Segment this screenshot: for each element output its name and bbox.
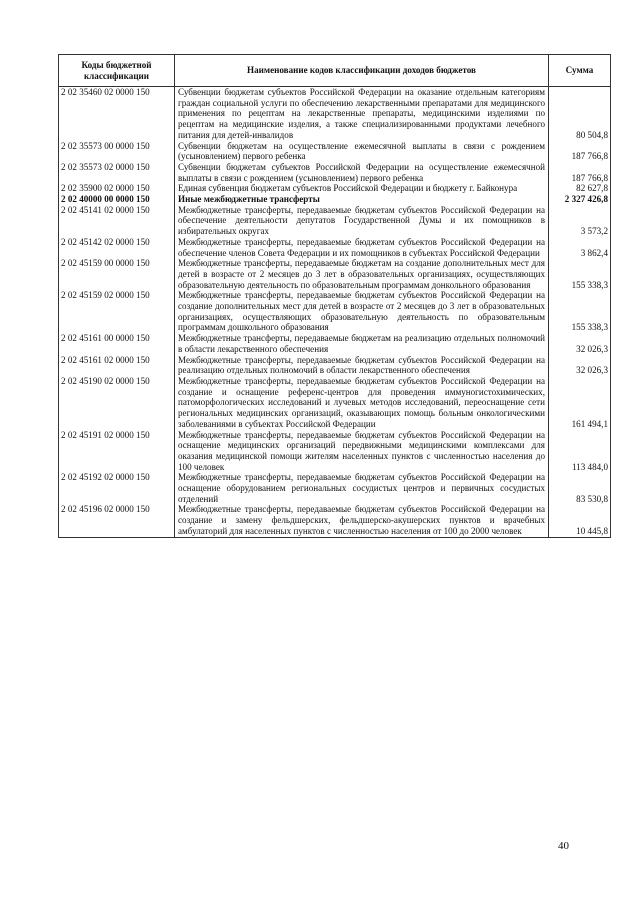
row-sum: 82 627,8 — [549, 183, 611, 194]
row-sum: 113 484,0 — [549, 430, 611, 473]
row-name: Иные межбюджетные трансферты — [175, 194, 549, 205]
table-row — [59, 205, 611, 237]
row-name: Межбюджетные трансферты, передаваемые бюджетам субъектов Российской Федерации на создание дополнительных мест для детей в возрасте от 2 месяцев до 3 лет в образовательных организациях, осуществляющих образовательную деятельность по образовательным программам дошкольного образования — [175, 290, 549, 333]
row-code: 2 02 45161 02 0000 150 — [59, 355, 175, 376]
row-code: 2 02 45191 02 0000 150 — [59, 430, 175, 473]
row-name: Межбюджетные трансферты, передаваемые бюджетам субъектов Российской Федерации на оснащение оборудованием региональных сосудистых центров и первичных сосудистых отделений — [175, 472, 549, 504]
table-row — [59, 87, 611, 141]
row-sum: 32 026,3 — [549, 333, 611, 354]
row-sum: 3 862,4 — [549, 237, 611, 258]
row-code: 2 02 45196 02 0000 150 — [59, 504, 175, 537]
table-row — [59, 258, 611, 290]
table-header-row — [59, 55, 611, 87]
table-row — [59, 333, 611, 354]
row-sum: 2 327 426,8 — [549, 194, 611, 205]
row-sum: 32 026,3 — [549, 355, 611, 376]
row-code: 2 02 45161 00 0000 150 — [59, 333, 175, 354]
row-code: 2 02 45141 02 0000 150 — [59, 205, 175, 237]
table-row — [59, 430, 611, 473]
row-sum: 10 445,8 — [549, 504, 611, 537]
table-row — [59, 194, 611, 205]
table-row — [59, 162, 611, 183]
row-code: 2 02 35460 02 0000 150 — [59, 87, 175, 141]
row-sum: 187 766,8 — [549, 162, 611, 183]
row-name: Межбюджетные трансферты, передаваемые бюджетам субъектов Российской Федерации на обеспечение деятельности депутатов Государственной Думы и их помощников в избирательных округах — [175, 205, 549, 237]
table-row — [59, 504, 611, 537]
page-number: 40 — [558, 840, 569, 852]
row-code: 2 02 35573 00 0000 150 — [59, 141, 175, 162]
table-row — [59, 376, 611, 430]
row-sum: 155 338,3 — [549, 258, 611, 290]
row-name: Межбюджетные трансферты, передаваемые бюджетам на реализацию отдельных полномочий в области лекарственного обеспечения — [175, 333, 549, 354]
row-sum: 161 494,1 — [549, 376, 611, 430]
row-name: Межбюджетные трансферты, передаваемые бюджетам субъектов Российской Федерации на создание и оснащение референс-центров для проведения иммуногистохимических, патоморфологических исследований и лучевых методов исследований, переоснащение сети региональных медицинских организаций, оказывающих помощь больным онкологическими заболеваниями в субъектах Российской Федерации — [175, 376, 549, 430]
table-row — [59, 183, 611, 194]
row-name: Межбюджетные трансферты, передаваемые бюджетам субъектов Российской Федерации на обеспечение членов Совета Федерации и их помощников в субъектах Российской Федерации — [175, 237, 549, 258]
row-code: 2 02 40000 00 0000 150 — [59, 194, 175, 205]
row-name: Субвенции бюджетам субъектов Российской Федерации на оказание отдельным категориям граждан социальной услуги по обеспечению лекарственными препаратами для медицинского применения по рецептам на лекарственные препараты, медицинскими изделиями по рецептам на медицинские изделия, а также специализированными продуктами лечебного питания для детей-инвалидов — [175, 87, 549, 141]
row-code: 2 02 45190 02 0000 150 — [59, 376, 175, 430]
header-name: Наименование кодов классификации доходов бюджетов — [175, 55, 549, 87]
header-sum: Сумма — [549, 55, 611, 87]
row-name: Межбюджетные трансферты, передаваемые бюджетам субъектов Российской Федерации на создание и замену фельдшерских, фельдшерско-акушерских пунктов и врачебных амбулаторий для населенных пунктов с численностью населения от 100 до 2000 человек — [175, 504, 549, 537]
row-sum: 187 766,8 — [549, 141, 611, 162]
budget-revenue-table — [58, 54, 611, 538]
row-code: 2 02 45192 02 0000 150 — [59, 472, 175, 504]
row-sum: 83 530,8 — [549, 472, 611, 504]
table-row — [59, 290, 611, 333]
table-row — [59, 472, 611, 504]
row-code: 2 02 35573 02 0000 150 — [59, 162, 175, 183]
row-code: 2 02 35900 02 0000 150 — [59, 183, 175, 194]
table-row — [59, 237, 611, 258]
row-name: Межбюджетные трансферты, передаваемые бюджетам субъектов Российской Федерации на реализацию отдельных полномочий в области лекарственного обеспечения — [175, 355, 549, 376]
row-name: Субвенции бюджетам на осуществление ежемесячной выплаты в связи с рождением (усыновлением) первого ребенка — [175, 141, 549, 162]
row-name: Единая субвенция бюджетам субъектов Российской Федерации и бюджету г. Байконура — [175, 183, 549, 194]
header-code: Коды бюджетной классификации — [59, 55, 175, 87]
row-sum: 3 573,2 — [549, 205, 611, 237]
row-sum: 155 338,3 — [549, 290, 611, 333]
row-name: Субвенции бюджетам субъектов Российской Федерации на осуществление ежемесячной выплаты в связи с рождением (усыновлением) первого ребенка — [175, 162, 549, 183]
table-row — [59, 355, 611, 376]
row-code: 2 02 45159 00 0000 150 — [59, 258, 175, 290]
row-name: Межбюджетные трансферты, передаваемые бюджетам субъектов Российской Федерации на оснащение медицинских организаций передвижными медицинскими комплексами для оказания медицинской помощи жителям населенных пунктов с численностью населения до 100 человек — [175, 430, 549, 473]
row-name: Межбюджетные трансферты, передаваемые бюджетам на создание дополнительных мест для детей в возрасте от 2 месяцев до 3 лет в образовательных организациях, осуществляющих образовательную деятельность по образовательным программам донкольного образования — [175, 258, 549, 290]
row-sum: 80 504,8 — [549, 87, 611, 141]
row-code: 2 02 45142 02 0000 150 — [59, 237, 175, 258]
table-row — [59, 141, 611, 162]
row-code: 2 02 45159 02 0000 150 — [59, 290, 175, 333]
